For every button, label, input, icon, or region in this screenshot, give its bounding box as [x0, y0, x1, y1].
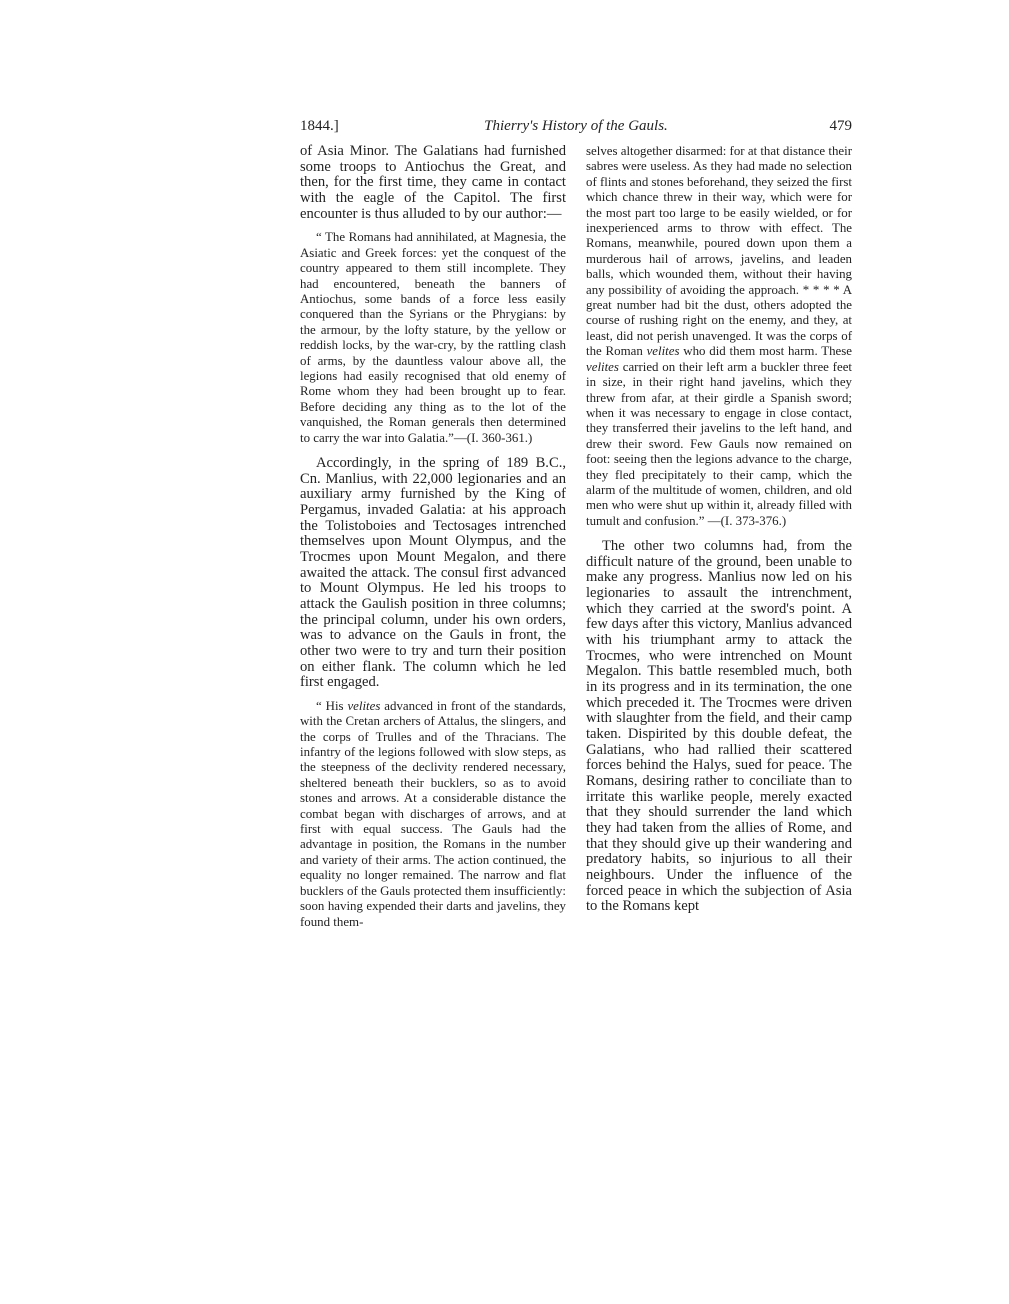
italic-term: velites — [586, 359, 619, 374]
paragraph: The other two columns had, from the difficult nature of the ground, been unable to make any progress. Manlius now led on his legionaries to assault the intrenchment, which they carried at the sword's point. A few days after this victory, Manlius advanced with his triumphant army to attack the Trocmes, who were intrenched on Mount Megalon. This battle resembled much, both in its progress and in its termination, the one which preceded it. The Trocmes were driven with slaughter from the field, and their camp taken. Dispirited by this double defeat, the Galatians, who had rallied their scattered forces behind the Halys, sued for peace. The Romans, desiring rather to conciliate than to irritate this warlike people, merely exacted that they should surrender the land which they had taken from the allies of Rome, and that they should give up their wandering and predatory habits, so injurious to all their neighbours. Under the influence of the forced peace in which the subjection of Asia to the Romans kept — [586, 538, 852, 915]
quote-text: carried on their left arm a buckler three feet in size, in their right hand javelins, which they threw from afar, at their girdle a Spanish sword; when it was necessary to engage in close contact, they transferred their javelins to the left hand, and drew their sword. Few Gauls now remained on foot: seeing then the legions advance to the charge, they fled precipitately to their camp, which the alarm of the multitude of women, children, and old men who were shut up within it, already filled with tumult and confusion.” —(I. 373-376.) — [586, 359, 852, 528]
paragraph: Accordingly, in the spring of 189 B.C., Cn. Manlius, with 22,000 legionaries and an auxiliary army furnished by the King of Pergamus, invaded Galatia: at his approach the Tolistoboies and Tectosages intrenched themselves upon Mount Olympus, and the Trocmes upon Mount Megalon, and there awaited the attack. The consul first advanced to Mount Olympus. He led his troops to attack the Gaulish position in three columns; the principal column, under his own orders, was to advance on the Gauls in front, the other two were to try and turn their position on either flank. The column which he led first engaged. — [300, 454, 566, 691]
right-column — [586, 144, 852, 915]
left-column — [300, 144, 566, 930]
block-quote — [300, 699, 566, 930]
quote-text: selves altogether disarmed: for at that distance their sabres were useless. As they had made no selection of flints and stones beforehand, they seized the first which chance threw in their way, which were for the most part too large to be easily wielded, or for inexperienced arms to throw with effect. The Romans, meanwhile, poured down upon them a murderous hail of arrows, javelins, and leaden balls, which wounded them, without their having any possibility of avoiding the approach. * * * * A great number had bit the dust, others adopted the course of rushing right on the enemy, and they, at least, did not perish unavenged. It was the corps of the Roman — [586, 144, 852, 359]
document-page — [300, 118, 852, 929]
running-header — [300, 118, 852, 144]
italic-term: velites — [646, 344, 680, 359]
block-quote: “ The Romans had annihilated, at Magnesia, the Asiatic and Greek forces: yet the conquest of the country appeared to them still incomplete. They had encountered, beneath the banners of Antiochus, some bands of a force less easily conquered than the Syrians or the Phrygians: by the armour, by the lofty stature, by the yellow or reddish locks, by the war-cry, by the rattling clash of arms, by the dauntless valour above all, the legions had easily recognised that old enemy of Rome whom they had been brought up to fear. Before deciding any thing as to the lot of the vanquished, the Roman generals then determined to carry the war into Galatia.”—(I. 360-361.) — [300, 230, 566, 445]
italic-term: velites — [347, 698, 381, 713]
header-year: 1844.] — [300, 118, 339, 134]
quote-text: who did them most harm. These — [679, 344, 852, 359]
quote-text: advanced in front of the standards, with the Cretan archers of Attalus, the slingers, and the corps of Trulles and of the Thracians. The infantry of the legions followed with slow steps, as the steepness of the declivity rendered necessary, sheltered beneath their bucklers, so as to avoid stones and arrows. At a considerable distance the combat began with discharges of arrows, and at first with equal success. The Gauls had the advantage in position, the Romans in the number and variety of their arms. The action continued, the equality no longer remained. The narrow and flat bucklers of the Gauls protected them insufficiently: soon having expended their darts and javelins, they found them- — [300, 698, 566, 929]
block-quote-continued — [586, 144, 852, 529]
header-title: Thierry's History of the Gauls. — [484, 118, 668, 134]
paragraph: of Asia Minor. The Galatians had furnished some troops to Antiochus the Great, and then, for the first time, they came in contact with the eagle of the Capitol. The first encounter is thus alluded to by our author:— — [300, 143, 566, 222]
quote-text: “ His — [316, 698, 348, 713]
page-number: 479 — [829, 118, 852, 134]
